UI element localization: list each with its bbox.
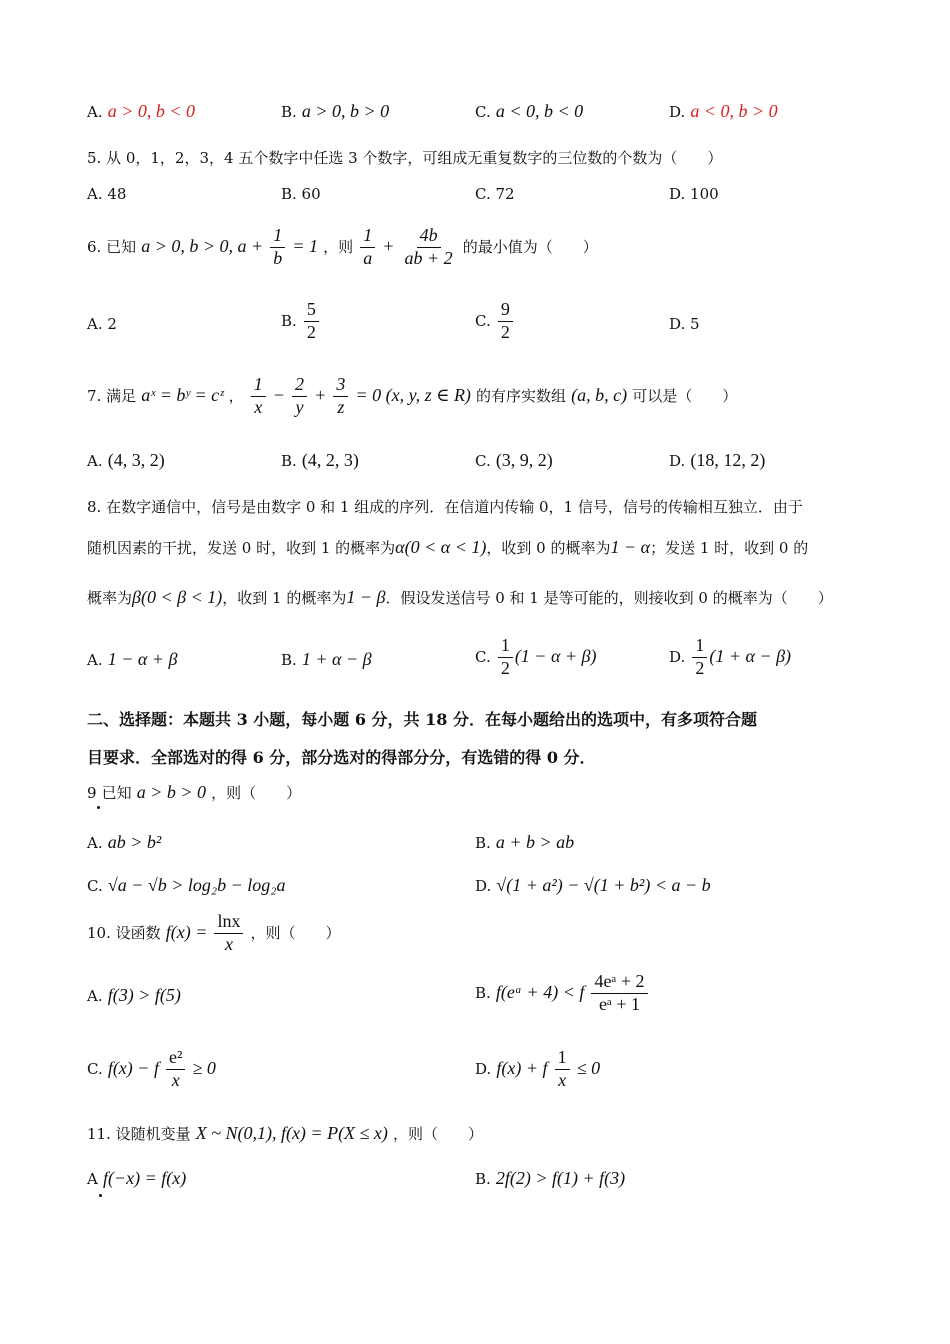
q8-line-3: 概率为β(0 < β < 1)，收到 1 的概率为1 − β．假设发送信号 0 和 1 是等可能的，则接收到 0 的概率为（ ）	[87, 587, 833, 607]
q11-option-a: A f(−x) = f(x)	[87, 1168, 187, 1188]
q7-option-c: C. (3, 9, 2)	[475, 450, 553, 470]
q7-stem: 7. 满足 aˣ = bʸ = cᶻ ， $\frac{1}{x}$ − $\frac{2}{y}$ + $\frac{3}{z}$ = 0 (x, y, z ∈ R) 的有序实数组 (a, b, c) 可以是（ ）	[87, 374, 738, 417]
q6-option-b: B. $\frac{5}{2}$	[281, 300, 321, 343]
q9-stem: 9 已知 a > b > 0 ，则（ ）	[87, 782, 302, 802]
q11-stem: 11. 设随机变量 X ~ N(0,1), f(x) = P(X ≤ x) ，则（ ）	[87, 1123, 484, 1143]
q11-option-b: B. 2f(2) > f(1) + f(3)	[475, 1168, 626, 1188]
q9-option-c: C. √a − √b > log₂b − log₂a	[87, 875, 286, 895]
q4-option-c: C. a < 0, b < 0	[475, 101, 584, 121]
q11-option-a-dot	[99, 1194, 102, 1197]
q4-option-d: D. a < 0, b > 0	[669, 101, 778, 121]
q4-option-a: A. a > 0, b < 0	[87, 101, 195, 121]
q4-option-a-math: a > 0, b < 0	[107, 101, 195, 121]
q5-stem: 5. 从 0，1，2，3，4 五个数字中任选 3 个数字，可组成无重复数字的三位数的个数为（ ）	[87, 149, 723, 167]
q8-line-1: 8. 在数字通信中，信号是由数字 0 和 1 组成的序列．在信道内传输 0，1 信号，信号的传输相互独立．由于	[87, 498, 803, 516]
q5-option-a: A. 48	[87, 185, 127, 203]
q9-number-dot	[97, 806, 100, 809]
q7-option-a: A. (4, 3, 2)	[87, 450, 165, 470]
q7-option-d: D. (18, 12, 2)	[669, 450, 766, 470]
q8-option-d: D. $\frac{1}{2}$ (1 + α − β)	[669, 635, 792, 678]
q6-fraction-1: $\frac{1}{b}$	[270, 226, 285, 269]
q9-option-b: B. a + b > ab	[475, 832, 575, 852]
q6-option-d: D. 5	[669, 315, 700, 333]
q8-option-a: A. 1 − α + β	[87, 649, 178, 669]
q8-line-2: 随机因素的干扰，发送 0 时，收到 1 的概率为α(0 < α < 1)，收到 0 的概率为1 − α；发送 1 时，收到 0 的	[87, 537, 809, 557]
q9-option-d: D. √(1 + a²) − √(1 + b²) < a − b	[475, 875, 711, 895]
section-2-heading-line-1: 二、选择题：本题共 3 小题，每小题 6 分，共 18 分．在每小题给出的选项中，有多项符合题	[87, 710, 757, 729]
q10-option-b: B. f(eᵃ + 4) < f $\frac{\text{4eᵃ + 2}}{\text{eᵃ + 1}}$	[475, 972, 650, 1015]
q6-fraction-3: $\frac{4b}{ab + 2}$	[404, 225, 453, 268]
q6-stem: 6. 已知 a > 0, b > 0, a + $\frac{1}{b}$ = 1 ，则 $\frac{1}{a}$ + $\frac{4b}{ab + 2}$ 的最小值为（ ）	[87, 225, 598, 268]
q10-option-c: C. f(x) − f $\frac{\text{e²}}{x}$ ≥ 0	[87, 1047, 216, 1090]
q8-option-c: C. $\frac{1}{2}$ (1 − α + β)	[475, 635, 597, 678]
q10-option-d: D. f(x) + f $\frac{1}{x}$ ≤ 0	[475, 1047, 601, 1090]
q5-option-b: B. 60	[281, 185, 321, 203]
q5-option-c: C. 72	[475, 185, 515, 203]
q9-option-a: A. ab > b²	[87, 832, 162, 852]
q8-option-b: B. 1 + α − β	[281, 649, 372, 669]
q10-stem: 10. 设函数 f(x) = $\frac{\ln x}{x}$ ，则（ ）	[87, 911, 341, 954]
q7-option-b: B. (4, 2, 3)	[281, 450, 359, 470]
q5-option-d: D. 100	[669, 185, 719, 203]
q10-option-a: A. f(3) > f(5)	[87, 985, 181, 1005]
q6-option-c: C. $\frac{9}{2}$	[475, 300, 515, 343]
q6-option-a: A. 2	[87, 315, 117, 333]
q6-fraction-2: $\frac{1}{a}$	[360, 226, 375, 269]
q4-option-b: B. a > 0, b > 0	[281, 101, 390, 121]
section-2-heading-line-2: 目要求．全部选对的得 6 分，部分选对的得部分分，有选错的得 0 分．	[87, 748, 596, 767]
